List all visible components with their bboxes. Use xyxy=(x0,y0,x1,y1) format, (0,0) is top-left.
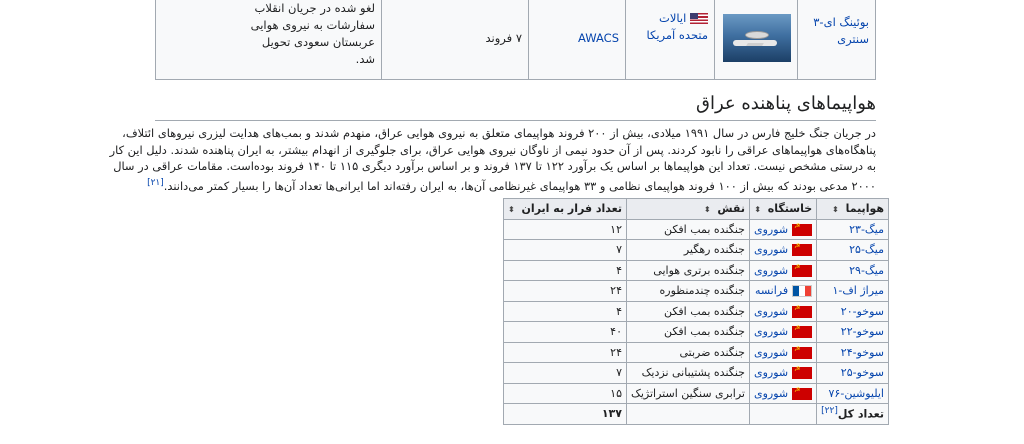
origin-link[interactable]: شوروی xyxy=(753,325,789,339)
origin-link[interactable]: شوروی xyxy=(753,222,789,236)
soviet-flag-icon xyxy=(792,367,812,379)
empty-cell xyxy=(627,404,750,425)
aircraft-cell xyxy=(817,301,889,322)
count-cell: ۱۲ xyxy=(504,219,627,240)
header-label: تعداد فرار به ایران xyxy=(521,202,622,216)
aircraft-link[interactable]: میگ-۲۹ xyxy=(849,263,884,277)
cell-image xyxy=(714,0,797,79)
table-row xyxy=(504,240,889,261)
count-cell: ۷ xyxy=(504,240,627,261)
origin-link[interactable]: فرانسه xyxy=(754,284,789,298)
header-label: هواپیما xyxy=(845,202,884,216)
count-cell: ۴۰ xyxy=(504,322,627,343)
aircraft-link[interactable]: میراژ اف-۱ xyxy=(832,284,884,298)
note-line: عربستان سعودی تحویل xyxy=(261,35,375,49)
role-link-awacs[interactable]: AWACS xyxy=(578,31,619,45)
aircraft-cell xyxy=(817,281,889,302)
header-count[interactable] xyxy=(504,199,627,220)
header-label: خاستگاه xyxy=(767,202,813,216)
country-link-usa[interactable]: ایالات متحده آمریکا xyxy=(646,11,708,42)
role-cell: جنگنده بمب افکن xyxy=(627,301,750,322)
soviet-flag-icon xyxy=(792,224,812,236)
count-cell: ۷ xyxy=(504,363,627,384)
aircraft-link[interactable]: میگ-۲۳ xyxy=(849,222,884,236)
citation-link[interactable]: [۲۱] xyxy=(147,177,164,188)
cell-note xyxy=(154,0,381,79)
origin-cell xyxy=(749,363,816,384)
table-row xyxy=(504,219,889,240)
sort-icon[interactable]: ⬍ xyxy=(832,204,839,214)
note-line: لغو شده در جریان انقلاب xyxy=(254,1,375,15)
table-header-row xyxy=(504,199,889,220)
soviet-flag-icon xyxy=(792,244,812,256)
count-text: ۷ فروند xyxy=(485,31,522,45)
origin-cell xyxy=(749,281,816,302)
aircraft-cell xyxy=(817,342,889,363)
aircraft-image[interactable] xyxy=(723,14,791,62)
aircraft-link[interactable]: میگ-۲۵ xyxy=(849,243,884,257)
cell-country xyxy=(625,0,714,79)
aircraft-cell xyxy=(817,240,889,261)
total-value: ۱۳۷ xyxy=(504,404,627,425)
us-flag-icon xyxy=(690,13,708,24)
soviet-flag-icon xyxy=(792,306,812,318)
paragraph-line: به درستی مشخص نیست. تعداد این هواپیماها بر اساس یک برآورد ۱۲۲ تا ۱۳۷ فروند و بر اساس برآورد دیگری ۱۱۵ تا ۱۴۰ فروند بوده‌است. مقامات عراقی در سال xyxy=(113,159,876,173)
aircraft-cell xyxy=(817,260,889,281)
aircraft-cell xyxy=(817,383,889,404)
citation-link[interactable]: [۲۲] xyxy=(821,406,838,417)
count-cell: ۴ xyxy=(504,301,627,322)
soviet-flag-icon xyxy=(792,347,812,359)
soviet-flag-icon xyxy=(792,326,812,338)
sort-icon[interactable]: ⬍ xyxy=(703,204,711,214)
header-label: نقش xyxy=(717,202,745,216)
aircraft-link[interactable]: سوخو-۲۰ xyxy=(840,304,884,318)
cell-aircraft xyxy=(797,0,875,79)
origin-link[interactable]: شوروی xyxy=(753,243,789,257)
origin-link[interactable]: شوروی xyxy=(753,386,789,400)
origin-cell xyxy=(749,322,816,343)
aircraft-link[interactable]: سوخو-۲۵ xyxy=(840,366,884,380)
previous-table-row xyxy=(155,0,876,80)
sort-icon[interactable]: ⬍ xyxy=(508,204,515,214)
table-row xyxy=(504,260,889,281)
role-cell: جنگنده بمب افکن xyxy=(627,219,750,240)
paragraph-line: در جریان جنگ خلیج فارس در سال ۱۹۹۱ میلادی، بیش از ۲۰۰ فروند هواپیمای متعلق به نیروی هوایی عراق، منهدم شدند و بمب‌های هدایت لیزری نیروهای ائتلاف، xyxy=(122,126,876,140)
total-row xyxy=(504,404,889,425)
header-role[interactable] xyxy=(627,199,750,220)
role-cell: جنگنده چندمنظوره xyxy=(627,281,750,302)
table-body xyxy=(504,219,889,404)
origin-cell xyxy=(749,383,816,404)
origin-link[interactable]: شوروی xyxy=(753,345,789,359)
origin-cell xyxy=(749,240,816,261)
total-label-cell xyxy=(817,404,889,425)
header-origin[interactable] xyxy=(749,199,816,220)
origin-cell xyxy=(749,301,816,322)
table-row xyxy=(504,281,889,302)
soviet-flag-icon xyxy=(792,388,812,400)
aircraft-link-e3[interactable]: بوئینگ ای-۳ سنتری xyxy=(813,15,869,46)
origin-cell xyxy=(749,219,816,240)
role-cell: جنگنده بمب افکن xyxy=(627,322,750,343)
sort-icon[interactable]: ⬍ xyxy=(754,204,761,214)
table-row xyxy=(504,322,889,343)
france-flag-icon xyxy=(792,285,812,297)
origin-link[interactable]: شوروی xyxy=(753,366,789,380)
role-cell: ترابری سنگین استراتژیک xyxy=(627,383,750,404)
aircraft-cell xyxy=(817,219,889,240)
paragraph-line-last xyxy=(147,175,876,194)
table-row xyxy=(504,383,889,404)
role-cell: جنگنده پشتیبانی نزدیک xyxy=(627,363,750,384)
role-cell: جنگنده رهگیر xyxy=(627,240,750,261)
cell-role xyxy=(528,0,625,79)
cell-count xyxy=(381,0,528,79)
section-paragraph xyxy=(109,125,876,194)
paragraph-line: پناهگاه‌های هواپیماهای عراقی را نابود کردند. پس از آن حدود نیمی از ناوگان نیروی هوایی عراق، برای جلوگیری از انهدام بیشتر، به ایران پناهنده شدند. دلیل این کار xyxy=(109,142,876,157)
empty-cell xyxy=(749,404,816,425)
note-line: شد. xyxy=(355,52,375,66)
note-line: سفارشات به نیروی هوایی xyxy=(250,18,375,32)
aircraft-cell xyxy=(817,363,889,384)
origin-cell xyxy=(749,342,816,363)
table-row xyxy=(504,301,889,322)
origin-link[interactable]: شوروی xyxy=(753,304,789,318)
defected-aircraft-table xyxy=(503,198,889,425)
paragraph-line-text: ۲۰۰۰ مدعی بودند که بیش از ۱۰۰ فروند هواپیمای نظامی و ۳۳ هواپیمای غیرنظامی آن‌ها، به ایران رفته‌اند اما ایرانی‌ها تعداد آن‌ها را بسیار کمتر می‌دانند. xyxy=(163,178,876,193)
aircraft-cell xyxy=(817,322,889,343)
table-row xyxy=(504,342,889,363)
header-aircraft[interactable] xyxy=(817,199,889,220)
aircraft-link[interactable]: ایلیوشین-۷۶ xyxy=(828,386,884,400)
aircraft-link[interactable]: سوخو-۲۴ xyxy=(840,345,884,359)
count-cell: ۴ xyxy=(504,260,627,281)
count-cell: ۲۴ xyxy=(504,342,627,363)
soviet-flag-icon xyxy=(792,265,812,277)
origin-cell xyxy=(749,260,816,281)
origin-link[interactable]: شوروی xyxy=(753,263,789,277)
table-row xyxy=(504,363,889,384)
section-heading: هواپیماهای پناهنده عراق xyxy=(696,93,876,114)
aircraft-link[interactable]: سوخو-۲۲ xyxy=(840,325,884,339)
count-cell: ۲۴ xyxy=(504,281,627,302)
count-cell: ۱۵ xyxy=(504,383,627,404)
role-cell: جنگنده ضربتی xyxy=(627,342,750,363)
heading-divider xyxy=(155,120,876,121)
total-label: تعداد کل xyxy=(837,408,884,422)
role-cell: جنگنده برتری هوایی xyxy=(627,260,750,281)
